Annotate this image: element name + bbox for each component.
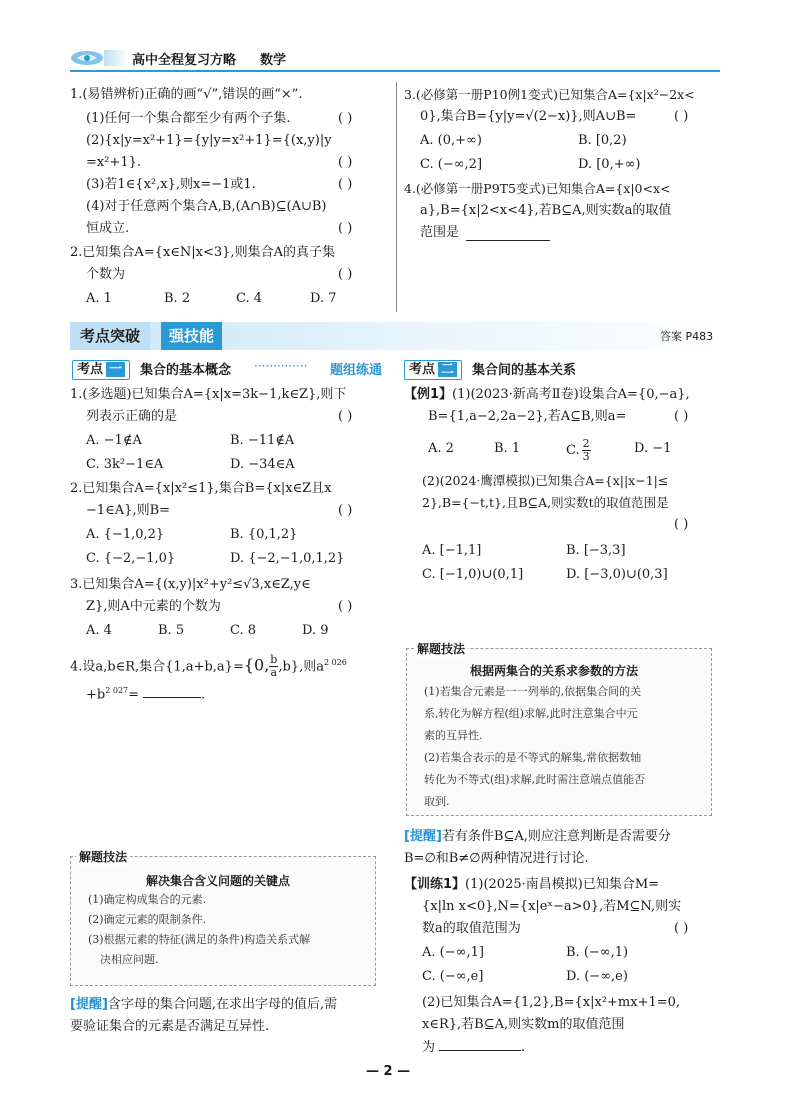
kaodian-2-badge: 考点 二 bbox=[404, 358, 462, 380]
option: B. (−∞,1) bbox=[566, 945, 629, 960]
option: A. (0,+∞) bbox=[420, 133, 482, 148]
left-q4: 4.设a,b∈R,集合{1,a+b,a}={0, $\frac{b}{a}$ ,b},则$a^{2 026}$ bbox=[70, 653, 347, 680]
left-q1-b: 列表示正确的是 bbox=[86, 409, 178, 424]
book-logo-icon bbox=[70, 50, 104, 66]
option: D. {−2,−1,0,1,2} bbox=[230, 551, 345, 566]
kaodian-1-badge: 考点 一 bbox=[72, 358, 130, 380]
option: A. [−1,1] bbox=[422, 543, 482, 558]
answer-paren: ( ) bbox=[338, 177, 353, 192]
book-subject: 数学 bbox=[260, 53, 287, 68]
right-tr-a: 【训练1】(1)(2025·南昌模拟)已知集合M= bbox=[404, 877, 660, 892]
box-title: 解决集合含义问题的关键点 bbox=[146, 874, 291, 888]
box-line: (2)若集合表示的是不等式的解集,常依据数轴 bbox=[424, 751, 642, 764]
answer-paren: ( ) bbox=[338, 111, 353, 126]
left-q3-b: Z},则A中元素的个数为 bbox=[86, 599, 221, 614]
option: B. {0,1,2} bbox=[230, 527, 298, 542]
right-tr-c: 数a的取值范围为 bbox=[422, 921, 521, 936]
right-ex2-b: 2},B={−t,t},且B⊆A,则实数t的取值范围是 bbox=[422, 495, 669, 510]
box-line: (1)若集合元素是一一列举的,依据集合间的关 bbox=[424, 685, 642, 698]
answer-paren: ( ) bbox=[338, 599, 353, 614]
answer-ref: 答案 P483 bbox=[660, 330, 714, 343]
top-q1-4b: 恒成立. bbox=[86, 221, 130, 236]
left-q4-line2: $+b^{2 027}=$ . bbox=[86, 680, 205, 706]
option: B. −11∉A bbox=[230, 433, 295, 448]
left-q3-a: 3.已知集合A={(x,y)|x²+y²≤√3,x∈Z,y∈ bbox=[70, 577, 311, 592]
right-ex1-b: B={1,a−2,2a−2},若A⊆B,则a= bbox=[428, 409, 627, 424]
option: C. 8 bbox=[230, 623, 257, 638]
box-tag: 解题技法 bbox=[76, 848, 130, 865]
box-line: (3)根据元素的特征(满足的条件)构造关系式解 bbox=[88, 933, 311, 946]
left-tip-line2: 要验证集合的元素是否满足互异性. bbox=[70, 1019, 270, 1034]
top-q1-2a: (2){x|y=x²+1}={y|y=x²+1}={(x,y)|y bbox=[86, 133, 332, 148]
dot-leader: ·············· bbox=[254, 359, 308, 373]
answer-paren: ( ) bbox=[338, 155, 353, 170]
option: C. [−1,0)∪(0,1] bbox=[422, 567, 524, 582]
header-logo bbox=[70, 50, 104, 66]
header-stripe bbox=[104, 50, 128, 66]
box-line: 系,转化为解方程(组)求解,此时注意集合中元 bbox=[424, 707, 638, 720]
box-line: (1)确定构成集合的元素. bbox=[88, 893, 207, 906]
column-divider bbox=[396, 82, 397, 312]
box-line: 取到. bbox=[424, 795, 450, 808]
option: C. 4 bbox=[236, 291, 263, 306]
option: B. [0,2) bbox=[578, 133, 627, 148]
answer-paren: ( ) bbox=[338, 221, 353, 236]
answer-paren: ( ) bbox=[338, 267, 353, 282]
answer-paren: ( ) bbox=[674, 409, 689, 424]
option: B. 2 bbox=[164, 291, 191, 306]
answer-paren: ( ) bbox=[338, 409, 353, 424]
right-tr2-b: x∈R},若B⊆A,则实数m的取值范围 bbox=[422, 1017, 625, 1032]
top-q1-3: (3)若1∈{x²,x},则x=−1或1. bbox=[86, 177, 256, 192]
top-q3-b: 0},集合B={y|y=√(2−x)},则A∪B= bbox=[420, 109, 637, 124]
option: B. 5 bbox=[158, 623, 185, 638]
option-c-frac: C. $\frac{2}{3}$ bbox=[566, 437, 590, 463]
box-line: 决相应问题. bbox=[100, 953, 159, 966]
left-q2-b: −1∈A},则B= bbox=[86, 503, 171, 518]
answer-paren: ( ) bbox=[674, 109, 689, 124]
right-tr2-a: (2)已知集合A={1,2},B={x|x²+mx+1=0, bbox=[422, 995, 681, 1010]
box-line: (2)确定元素的限制条件. bbox=[88, 913, 207, 926]
kaodian-1-title: 集合的基本概念 bbox=[140, 363, 232, 378]
option: D. (−∞,e) bbox=[566, 969, 628, 984]
option: B. [−3,3] bbox=[566, 543, 626, 558]
option: D. 7 bbox=[310, 291, 337, 306]
banner-title: 考点突破 bbox=[70, 322, 150, 350]
box-line: 素的互异性. bbox=[424, 729, 483, 742]
kaodian-1-link: 题组练通 bbox=[330, 363, 383, 378]
right-tip-line2: B=∅和B≠∅两种情况进行讨论. bbox=[404, 851, 589, 866]
right-tr2-c: 为 . bbox=[422, 1036, 525, 1059]
right-ex2-a: (2)(2024·鹰潭模拟)已知集合A={x||x−1|≤ bbox=[422, 473, 669, 488]
kaodian-2-title: 集合间的基本关系 bbox=[472, 363, 577, 378]
book-title: 高中全程复习方略 bbox=[132, 53, 237, 68]
option: A. 1 bbox=[86, 291, 112, 306]
option: D. [0,+∞) bbox=[578, 157, 641, 172]
option: D. 9 bbox=[302, 623, 329, 638]
answer-paren: ( ) bbox=[674, 517, 689, 532]
left-q2-a: 2.已知集合A={x|x²≤1},集合B={x|x∈Z且x bbox=[70, 481, 332, 496]
top-q1-2b: =x²+1}. bbox=[86, 155, 142, 170]
page-number: — 2 — bbox=[366, 1064, 411, 1079]
top-q4-a: 4.(必修第一册P9T5变式)已知集合A={x|0<x< bbox=[404, 181, 671, 196]
answer-paren: ( ) bbox=[674, 921, 689, 936]
top-q4-c: 范围是 bbox=[420, 225, 460, 240]
top-q1-stem: 1.(易错辨析)正确的画“√”,错误的画“×”. bbox=[70, 87, 303, 102]
left-q1-a: 1.(多选题)已知集合A={x|x=3k−1,k∈Z},则下 bbox=[70, 387, 347, 402]
header-rule bbox=[70, 70, 720, 72]
answer-paren: ( ) bbox=[338, 503, 353, 518]
box-line: 转化为不等式(组)求解,此时需注意端点值能否 bbox=[424, 773, 646, 786]
left-tip-line1: [提醒]含字母的集合问题,在求出字母的值后,需 bbox=[70, 997, 338, 1012]
top-q3-a: 3.(必修第一册P10例1变式)已知集合A={x|x²−2x< bbox=[404, 87, 695, 102]
option: B. 1 bbox=[494, 441, 521, 456]
box-title: 根据两集合的关系求参数的方法 bbox=[470, 664, 639, 678]
option: C. (−∞,2] bbox=[420, 157, 483, 172]
option: A. {−1,0,2} bbox=[86, 527, 165, 542]
top-q4-b: a},B={x|2<x<4},若B⊆A,则实数a的取值 bbox=[420, 203, 672, 218]
option: D. −34∈A bbox=[230, 457, 295, 472]
right-tr-b: {x|ln x<0},N={x|eˣ−a>0},若M⊆N,则实 bbox=[422, 899, 682, 914]
option: A. −1∉A bbox=[86, 433, 142, 448]
option: D. [−3,0)∪(0,3] bbox=[566, 567, 668, 582]
option: A. 4 bbox=[86, 623, 112, 638]
right-ex1-a: 【例1】(1)(2023·新高考Ⅱ卷)设集合A={0,−a}, bbox=[404, 387, 690, 402]
option: C. {−2,−1,0} bbox=[86, 551, 176, 566]
box-tag: 解题技法 bbox=[414, 640, 468, 657]
option: A. 2 bbox=[428, 441, 454, 456]
top-q1-4a: (4)对于任意两个集合A,B,(A∩B)⊆(A∪B) bbox=[86, 199, 327, 214]
option: C. 3k²−1∈A bbox=[86, 457, 164, 472]
option: A. (−∞,1] bbox=[422, 945, 484, 960]
option: D. −1 bbox=[634, 441, 672, 456]
option: C. (−∞,e] bbox=[422, 969, 484, 984]
right-tip-line1: [提醒]若有条件B⊆A,则应注意判断是否需要分 bbox=[404, 829, 671, 844]
answer-blank bbox=[466, 226, 550, 241]
top-q2-a: 2.已知集合A={x∈N|x<3},则集合A的真子集 bbox=[70, 245, 335, 260]
top-q1-1: (1)任何一个集合都至少有两个子集. bbox=[86, 111, 291, 126]
banner-subtitle: 强技能 bbox=[161, 322, 222, 350]
top-q2-b: 个数为 bbox=[86, 267, 126, 282]
